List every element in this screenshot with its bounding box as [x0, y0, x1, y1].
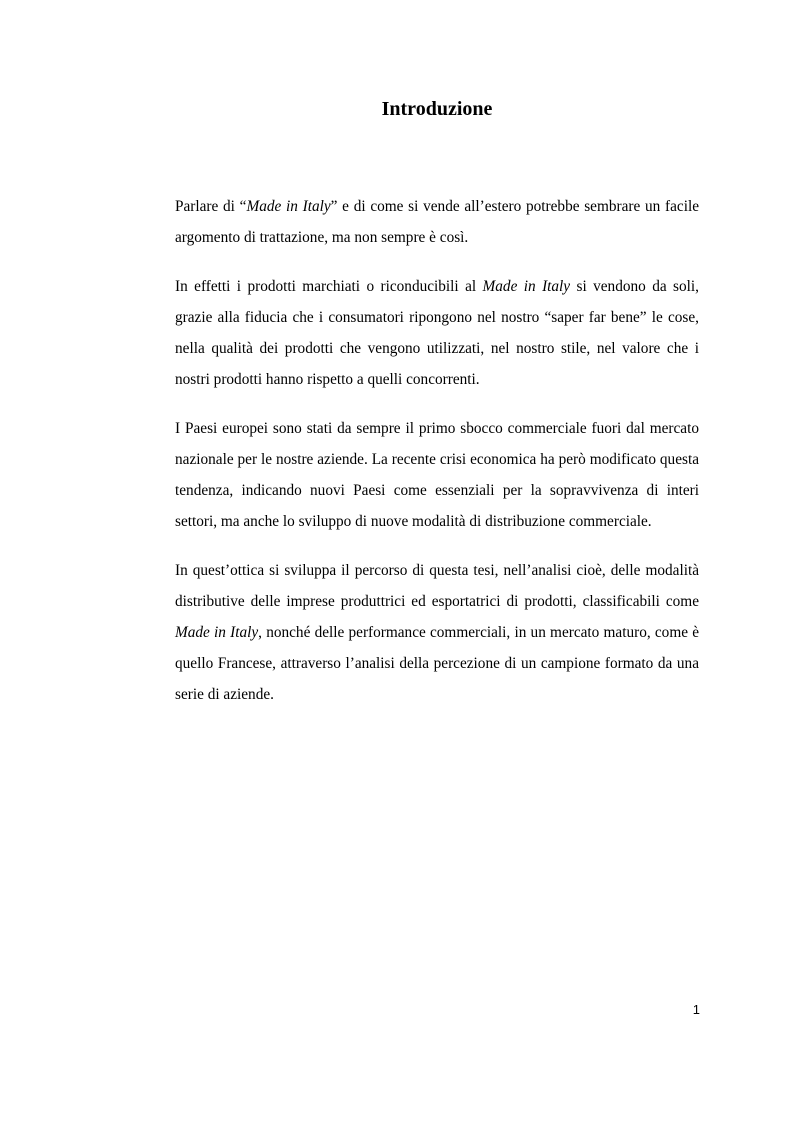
page-title: Introduzione [381, 98, 493, 120]
text-run: si vendono da soli, grazie alla fiducia che i consumatori ripongono nel nostro “saper far bene” le cose, nella qualità dei prodotti che vengono utilizzati, nel nostro stile, nel valore che i nostri prodotti hanno rispetto a quelli concorrenti. [175, 278, 699, 388]
text-run: Parlare di “ [175, 198, 247, 215]
emphasis-made-in-italy: Made in Italy [246, 198, 331, 215]
page-number: 1 [692, 1002, 700, 1017]
emphasis-made-in-italy: Made in Italy [482, 278, 571, 295]
emphasis-made-in-italy: Made in Italy [175, 624, 259, 641]
text-run: In quest’ottica si sviluppa il percorso di questa tesi, nell’analisi cioè, delle modalità distributive delle imprese produttrici ed esportatrici di prodotti, classificabili come [175, 562, 699, 610]
text-run: , nonché delle performance commerciali, in un mercato maturo, come è quello Francese, attraverso l’analisi della percezione di un campione formato da una serie di aziende. [175, 624, 699, 703]
text-run: ” e di come si vende all’estero potrebbe sembrare un facile argomento di trattazione, ma non sempre è così. [175, 198, 699, 246]
paragraph-1 [175, 191, 699, 253]
paragraph-4 [175, 555, 699, 710]
text-run: I Paesi europei sono stati da sempre il primo sbocco commerciale fuori dal mercato nazionale per le nostre aziende. La recente crisi economica ha però modificato questa tendenza, indicando nuovi Paesi come essenziali per la sopravvivenza di interi settori, ma anche lo sviluppo di nuove modalità di distribuzione commerciale. [175, 420, 699, 530]
body-text [175, 191, 699, 728]
text-run: In effetti i prodotti marchiati o riconducibili al [175, 278, 483, 295]
paragraph-3 [175, 413, 699, 537]
paragraph-2 [175, 271, 699, 395]
